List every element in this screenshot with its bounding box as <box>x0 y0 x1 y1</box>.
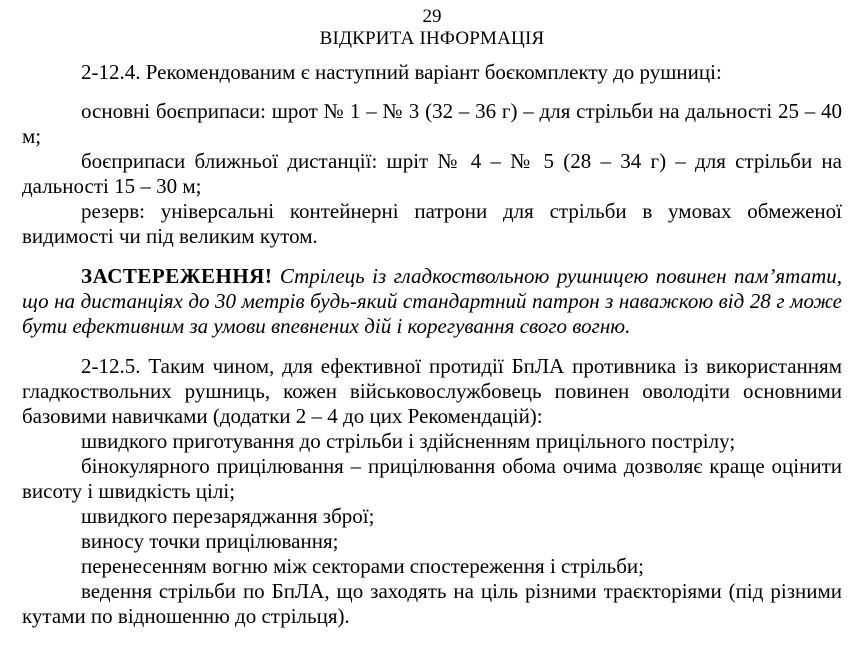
skill-item-binocular-aiming: бінокулярного прицілювання – прицілювання обома очима дозволяє краще оцінити висоту і швидкість цілі; <box>22 454 842 503</box>
ammo-item-close-range: боєприпаси ближньої дистанції: шріт № 4 – № 5 (28 – 34 г) – для стрільби на дальності 15 – 30 м; <box>22 149 842 198</box>
skill-item-aim-lead: виносу точки прицілювання; <box>81 529 339 553</box>
warning-label: ЗАСТЕРЕЖЕННЯ! <box>81 264 273 288</box>
skill-item-fire-transfer: перенесенням вогню між секторами спостереження і стрільби; <box>81 554 644 578</box>
skill-item-quick-reload: швидкого перезаряджання зброї; <box>81 504 375 528</box>
classification-header: ВІДКРИТА ІНФОРМАЦІЯ <box>319 28 545 49</box>
warning-paragraph <box>22 264 842 339</box>
section-2-12-4-intro: 2-12.4. Рекомендованим є наступний варіант боєкомплекту до рушниці: <box>81 60 722 84</box>
page-number: 29 <box>422 6 442 27</box>
section-2-12-5-intro: 2-12.5. Таким чином, для ефективної протидії БпЛА противника із використанням гладкоствольних рушниць, кожен військовослужбовець повинен оволодіти основними базовими навичками (додатки 2 – 4 до цих Рекомендацій): <box>22 354 842 428</box>
warning-text: Стрілець із гладкоствольною рушницею повинен пам’ятати, що на дистанціях до 30 метрів будь-який стандартний патрон з наважкою від 28 г може бути ефективним за умови впевнених дій і корегування свого вогню. <box>22 264 843 338</box>
ammo-item-reserve: резерв: універсальні контейнерні патрони для стрільби в умовах обмеженої видимості чи під великим кутом. <box>22 199 842 248</box>
skill-item-quick-prep: швидкого приготування до стрільби і здійсненням прицільного пострілу; <box>81 429 736 453</box>
skill-item-uav-firing: ведення стрільби по БпЛА, що заходять на ціль різними траєкторіями (під різними кутами по відношенню до стрільця). <box>22 579 842 628</box>
ammo-item-main: основні боєприпаси: шрот № 1 – № 3 (32 – 36 г) – для стрільби на дальності 25 – 40 м; <box>22 99 842 148</box>
